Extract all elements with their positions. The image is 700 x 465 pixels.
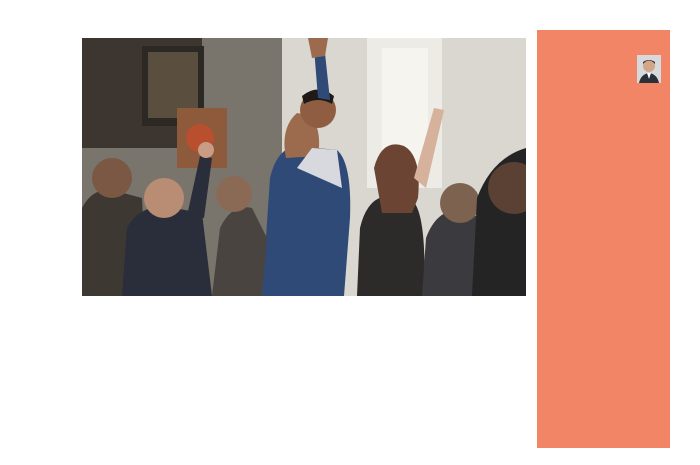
article-body [30, 308, 526, 438]
briefing-room-illustration [82, 38, 526, 296]
feature-photo [82, 38, 526, 296]
body-column-3 [282, 308, 400, 438]
body-column-4 [408, 308, 526, 438]
headshot-photo [637, 55, 661, 83]
body-column-1 [30, 308, 148, 438]
headshot-illustration [637, 55, 661, 83]
voices-sidebar [537, 30, 670, 448]
body-column-2 [156, 308, 274, 438]
